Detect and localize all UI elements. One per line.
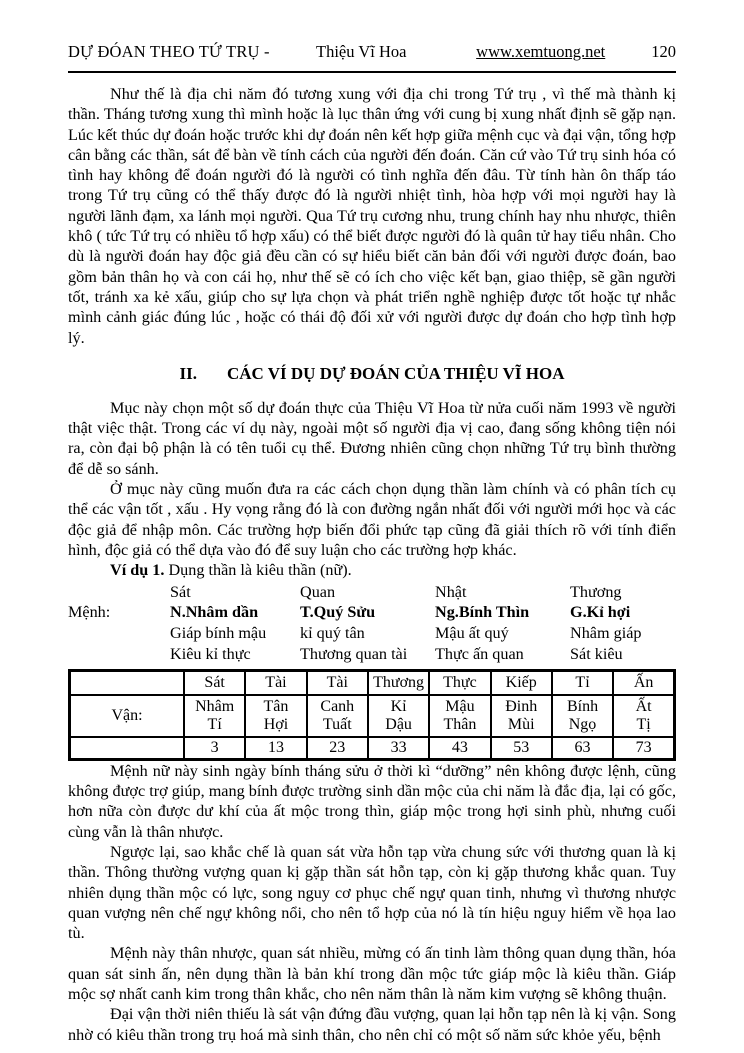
van-pillars-row <box>70 695 675 737</box>
van-age-cell: 3 <box>184 737 245 760</box>
van-god-cell: Tỉ <box>552 670 613 695</box>
van-branch: Dậu <box>385 715 412 733</box>
van-branch: Tị <box>636 715 651 733</box>
menh-pillar-3: Ng.Bính Thìn <box>435 603 530 622</box>
menh-spacer <box>68 644 170 665</box>
van-branch: Tuất <box>322 715 352 733</box>
menh-pillar-2: T.Quý Sửu <box>300 603 376 622</box>
van-god-cell: Kiếp <box>491 670 552 695</box>
menh-pillar-1: N.Nhâm dần <box>170 603 259 622</box>
menh-hidden-1: Giáp bính mậu <box>170 624 267 643</box>
van-god-cell: Thực <box>429 670 490 695</box>
example-line <box>68 560 676 580</box>
van-corner-cell <box>70 670 185 695</box>
van-pillar-cell <box>307 695 368 737</box>
paragraph-analysis-1: Mệnh nữ này sinh ngày bính tháng sửu ở thời kì “dưỡng” nên không được lệnh, cũng không được trợ giúp, mang bính được trường sinh dần mộc của chi năm là đắc địa, lại có gốc, hơn nữa còn được dư khí của ất mộc trong thìn, giáp mộc trong hợi sinh phù, nhưng cuối cùng vẫn là thân nhược. <box>68 761 676 841</box>
header-author: Thiệu Vĩ Hoa <box>316 42 407 61</box>
menh-gods-4: Sát kiêu <box>570 644 623 663</box>
van-stem: Ất <box>635 697 652 715</box>
van-god-cell: Ấn <box>613 670 674 695</box>
van-stem: Đinh <box>505 697 538 715</box>
menh-role-3: Nhật <box>435 582 467 601</box>
van-stem: Nhâm <box>195 697 235 715</box>
header-website-link[interactable]: www.xemtuong.net <box>476 42 606 61</box>
menh-spacer <box>68 582 170 603</box>
van-pillar-cell <box>613 695 674 737</box>
van-stem: Canh <box>320 697 355 715</box>
van-pillar-cell <box>491 695 552 737</box>
van-branch: Mùi <box>507 715 535 733</box>
menh-hidden-2: kỉ quý tân <box>300 624 365 643</box>
van-age-cell: 23 <box>307 737 368 760</box>
example-text: Dụng thần là kiêu thần (nữ). <box>164 561 352 580</box>
menh-row-label: Mệnh: <box>68 603 111 622</box>
van-branch: Hợi <box>263 715 289 733</box>
van-branch: Thân <box>443 715 477 733</box>
menh-chart <box>68 582 676 665</box>
van-age-cell: 33 <box>368 737 429 760</box>
van-pillar-cell <box>184 695 245 737</box>
van-god-cell: Sát <box>184 670 245 695</box>
menh-gods-2: Thương quan tài <box>300 644 408 663</box>
paragraph-analysis-4: Đại vận thời niên thiếu là sát vận đứng đầu vượng, quan lại hỗn tạp nên là kị vận. Song nhờ có kiêu thần trong trụ hoá mà sinh thân, cho nên chỉ có một số năm sức khỏe yếu, bệnh <box>68 1005 676 1044</box>
paragraph-analysis-3: Mệnh này thân nhược, quan sát nhiều, mừng có ấn tinh làm thông quan dụng thần, hóa quan sát sinh ấn, nên dụng thần là bản khí trong dần mộc tức giáp mộc là kiêu thần. Giáp mộc sợ nhất canh kim trong thân khắc, cho nên năm thân là năm kim vượng sẽ không thuận. <box>68 944 676 1003</box>
van-god-cell: Thương <box>368 670 429 695</box>
van-ages-row <box>70 737 675 760</box>
menh-gods-3: Thực ấn quan <box>435 644 524 663</box>
section-title: CÁC VÍ DỤ DỰ ĐOÁN CỦA THIỆU VĨ HOA <box>226 363 565 383</box>
van-stem: Mậu <box>445 697 475 715</box>
menh-role-4: Thương <box>570 582 622 601</box>
van-corner-cell <box>70 737 185 760</box>
menh-pillar-4: G.Kỉ hợi <box>570 603 631 622</box>
van-stem: Tân <box>263 697 289 715</box>
paragraph-intro: Như thế là địa chi năm đó tương xung với địa chi trong Tứ trụ , vì thế mà thành kị thần. Tháng tương xung thì mình hoặc là lục thân ứng với cung bị xung nhất định sẽ gặp nạn. Lúc kết thúc dự đoán hoặc trước khi dự đoán nên kết hợp giữa mệnh cục và đại vận, tổng hợp cân bằng các thần, sát để bàn về tính cách của người đến đoán. Căn cứ vào Tứ trụ sinh hóa có tình hay không để đoán người đó là người có tình nghĩa đến đâu. Từ tính hàn ôn thấp táo trong Tứ trụ cũng có thể thấy được đó là người nhiệt tình, hòa hợp với mọi người hay là người lãnh đạm, xa lánh mọi người. Qua Tứ trụ cương nhu, trung chính hay nhu nhược, thiên khô ( tức Tứ trụ có nhiều tổ hợp xấu) có thể biết được người đó là quân tử hay tiểu nhân. Cho dù là người đoán hay độc giả đều cần có sự hiểu biết căn bản đối với người được đoán, bao gồm bản thân họ và con cái họ, như thế sẽ có ích cho việc kết bạn, giao thiệp, sẽ gần người tốt, tránh xa kẻ xấu, giúp cho sự lựa chọn và phát triển nghề nghiệp được tốt hoặc tự nhắc mình cảnh giác đúng lúc , hoặc có thái độ đối xử với người được dự đoán cho hợp tình hợp lý. <box>68 85 676 347</box>
van-pillar-cell <box>552 695 613 737</box>
van-god-cell: Tài <box>245 670 306 695</box>
paragraph-method: Ở mục này cũng muốn đưa ra các cách chọn dụng thần làm chính và có phân tích cụ thể các vận tốt , xấu . Hy vọng rằng đó là con đường ngắn nhất đối với người mới học và các độc giả để nhập môn. Các trường hợp biến đổi phức tạp cũng đã giải thích rõ với tính điển hình, độc giả có thể dựa vào đó để suy luận cho các trường hợp khác. <box>68 480 676 559</box>
van-age-cell: 73 <box>613 737 674 760</box>
van-table <box>68 669 676 761</box>
van-branch: Ngọ <box>568 715 597 733</box>
van-god-cell: Tài <box>307 670 368 695</box>
van-pillar-cell <box>245 695 306 737</box>
menh-role-1: Sát <box>170 582 191 601</box>
van-row-label: Vận: <box>70 695 185 737</box>
van-pillar-cell <box>368 695 429 737</box>
van-branch: Tí <box>207 715 222 733</box>
van-stem: Bính <box>566 697 599 715</box>
header-rule <box>68 71 676 73</box>
van-age-cell: 63 <box>552 737 613 760</box>
menh-spacer <box>68 623 170 644</box>
menh-hidden-3: Mậu ất quý <box>435 624 509 643</box>
menh-hidden-4: Nhâm giáp <box>570 624 642 643</box>
section-number: II. <box>179 363 197 383</box>
page-header <box>68 42 676 62</box>
example-label: Ví dụ 1. <box>110 561 165 580</box>
van-age-cell: 53 <box>491 737 552 760</box>
paragraph-scope: Mục này chọn một số dự đoán thực của Thiệu Vĩ Hoa từ nửa cuối năm 1993 về người thật việc thật. Trong các ví dụ này, ngoài một số người địa vị cao, đang sống không tiện nói ra, còn đại bộ phận là có tên tuổi cụ thể. Đương nhiên cũng chọn những Tứ trụ bình thường để dễ so sánh. <box>68 398 676 478</box>
section-heading <box>68 363 676 384</box>
van-gods-row <box>70 670 675 695</box>
menh-gods-1: Kiêu kỉ thực <box>170 644 251 663</box>
van-pillar-cell <box>429 695 490 737</box>
van-age-cell: 43 <box>429 737 490 760</box>
paragraph-analysis-2: Ngược lại, sao khắc chế là quan sát vừa hỗn tạp vừa chung sức với thương quan là kị thần. Thông thường vượng quan kị gặp thần sát hỗn tạp, còn kị gặp thương khắc quan. Tuy nhiên dụng thần mộc có lực, song nguy cơ phục chế ngự quan tinh, nhưng vì thương nhược quan vượng nên chế ngự không nổi, cho nên tổ hợp của nó là tín hiệu nguy hiểm về họa lao tù. <box>68 842 676 943</box>
menh-role-2: Quan <box>300 582 336 601</box>
header-title: DỰ ĐÓAN THEO TỨ TRỤ - <box>68 42 270 61</box>
header-page-number: 120 <box>651 42 676 61</box>
van-stem: Kỉ <box>390 697 407 715</box>
van-age-cell: 13 <box>245 737 306 760</box>
